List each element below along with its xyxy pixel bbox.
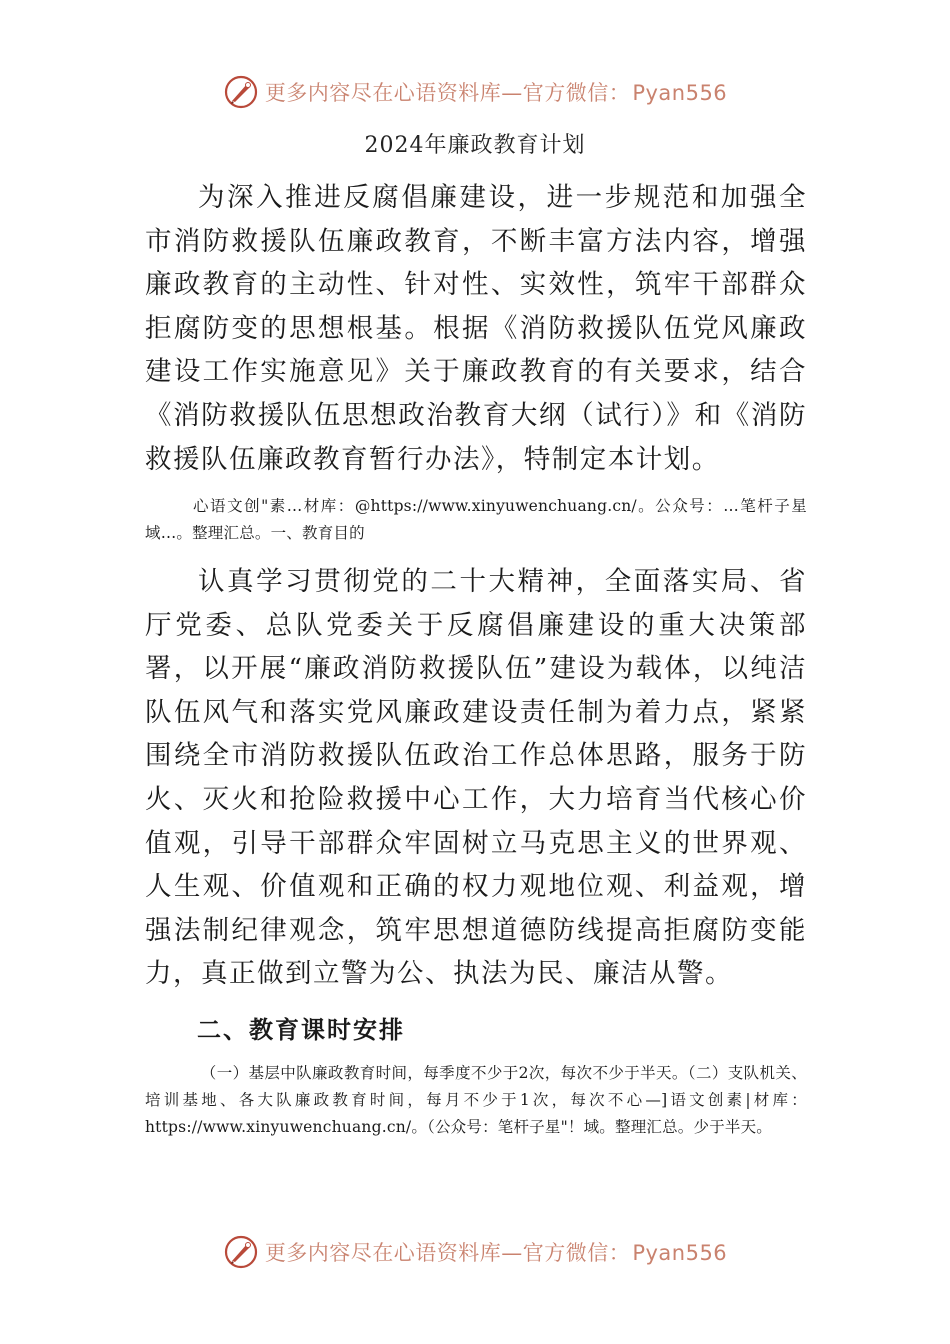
watermark-wechat-id: Pyan556 [632,81,728,105]
watermark-header [0,72,950,112]
source-note-1: 心语文创"素…材库：@https://www.xinyuwenchuang.cn/。公众号：…笔杆子星域…。整理汇总。一、教育目的 [145,497,807,542]
watermark-brand: 更多内容尽在心语资料库—官方微信： [264,1241,631,1265]
watermark-text [265,1237,727,1267]
pen-circle-logo-icon [223,74,259,110]
document-title: 2024年廉政教育计划 [364,133,586,158]
intro-paragraph: 为深入推进反腐倡廉建设，进一步规范和加强全市消防救援队伍廉政教育，不断丰富方法内容，增强廉政教育的主动性、针对性、实效性，筑牢干部群众拒腐防变的思想根基。根据《消防救援队伍党风廉政建设工作实施意见》关于廉政教育的有关要求，结合《消防救援队伍思想政治教育大纲（试行）》和《消防救援队伍廉政教育暂行办法》，特制定本计划。 [145,182,807,475]
watermark-brand: 更多内容尽在心语资料库—官方微信： [264,81,631,105]
watermark-text [265,77,727,107]
section-heading-schedule: 二、教育课时安排 [197,1015,405,1044]
watermark-wechat-id: Pyan556 [632,1241,728,1265]
purpose-paragraph: 认真学习贯彻党的二十大精神，全面落实局、省厅党委、总队党委关于反腐倡廉建设的重大决策部署，以开展“廉政消防救援队伍”建设为载体，以纯洁队伍风气和落实党风廉政建设责任制为着力点，紧紧围绕全市消防救援队伍政治工作总体思路，服务于防火、灭火和抢险救援中心工作，大力培育当代核心价值观，引导干部群众牢固树立马克思主义的世界观、人生观、价值观和正确的权力观地位观、利益观，增强法制纪律观念，筑牢思想道德防线提高拒腐防变能力，真正做到立警为公、执法为民、廉洁从警。 [145,566,807,990]
source-note-2: （一）基层中队廉政教育时间，每季度不少于2次，每次不少于半天。（二）支队机关、培训基地、各大队廉政教育时间，每月不少于1次，每次不心—]语文创素|材库：https://www.xinyuwenchuang.cn/。（公众号：笔杆子星"！域。整理汇总。少于半天。 [145,1064,807,1136]
pen-circle-logo-icon [223,1234,259,1270]
watermark-footer [0,1232,950,1272]
